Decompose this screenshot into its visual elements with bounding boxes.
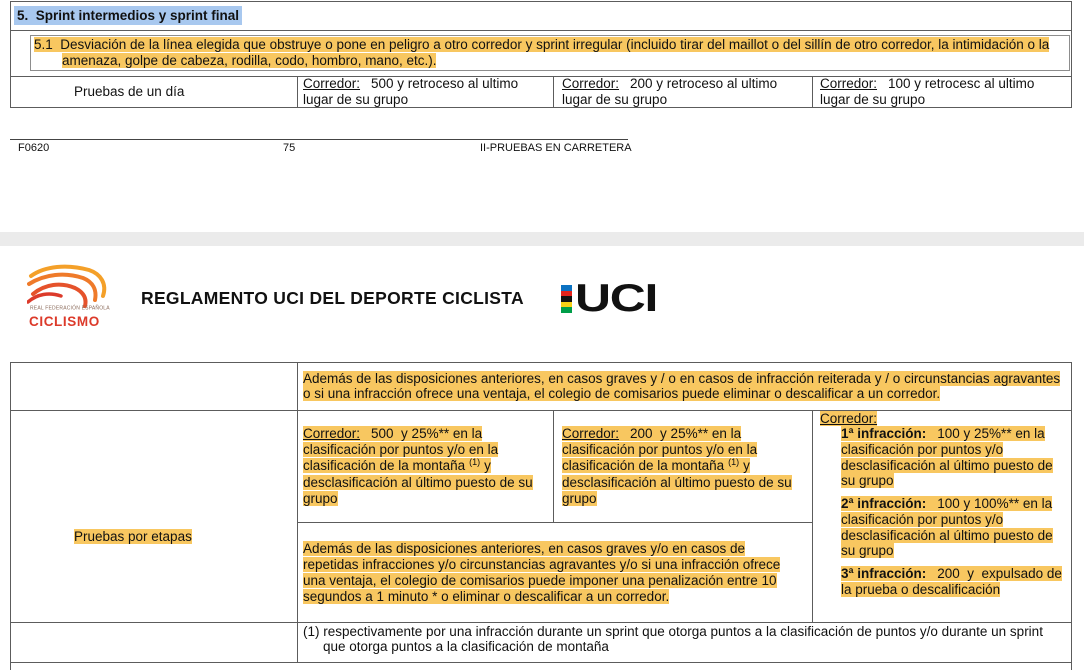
- infraction-label: 2ª infracción:: [841, 496, 927, 511]
- stage-penalty-cell-line: [562, 491, 810, 507]
- one-day-penalty-cell: [562, 92, 810, 108]
- infraction-text: su grupo: [841, 543, 894, 558]
- table-border: [10, 662, 11, 670]
- rider-label: Corredor:: [303, 426, 361, 441]
- penalty-text: grupo: [562, 491, 597, 506]
- page-separator: [0, 232, 1084, 246]
- infraction-label: 3ª infracción:: [841, 566, 927, 581]
- penalty-text: y: [743, 458, 750, 473]
- footer-rule: [10, 139, 628, 140]
- highlight: [562, 458, 750, 473]
- rule-line-text: 5.1 Desviación de la línea elegida que obstruye o pone en peligro a otro corredor y sprint irregular (incluido tirar del maillot o del sillín de otro corredor, la intimidación o la: [34, 37, 1050, 52]
- serious-case-line: [303, 589, 810, 605]
- footnote-line: [303, 624, 1070, 640]
- penalty-text: clasificación por puntos y/o en la: [303, 442, 499, 457]
- infraction-text: 100 y 25%** en la: [937, 426, 1045, 441]
- rule-line: [34, 37, 1068, 53]
- serious-case-line: [303, 541, 810, 557]
- one-day-penalty-cell: [303, 92, 551, 108]
- stage-penalty-cell-line: [303, 458, 551, 474]
- penalty-text: y: [484, 458, 491, 473]
- table-column-divider: [812, 76, 813, 107]
- table-row-divider: [10, 30, 1072, 31]
- one-day-penalty-cell: [820, 92, 1070, 108]
- stage-penalty-cell-line: [303, 491, 551, 507]
- stage-penalty-cell-line: [303, 442, 551, 458]
- footnote-text: (1) respectivamente por una infracción durante un sprint que otorga puntos a la clasificación de puntos y/o durante un sprint: [303, 624, 1043, 639]
- penalty-text: clasificación de la montaña: [562, 458, 725, 473]
- footnote-text: que otorga puntos a la clasificación de montaña: [323, 639, 609, 654]
- infraction-text: desclasificación al último puesto de: [841, 458, 1053, 473]
- footer-code: F0620: [18, 142, 50, 154]
- penalty-text: grupo: [303, 491, 338, 506]
- footer-chapter: II-PRUEBAS EN CARRETERA: [480, 142, 632, 154]
- rule-line-text: amenaza, golpe de cabeza, rodilla, codo, hombro, mano, etc.).: [62, 53, 437, 68]
- intro-line: [303, 371, 1070, 387]
- infraction-line: [841, 496, 1070, 512]
- infraction-line: [841, 442, 1070, 458]
- rfec-logo-icon: [27, 262, 111, 308]
- serious-case-text: repetidas infracciones y/o circunstancias agravantes y/o si una infracción ofrece: [303, 557, 781, 572]
- infraction-text: clasificación por puntos y/o: [841, 442, 1004, 457]
- rider-label: Corredor:: [820, 411, 878, 426]
- infraction-text: desclasificación al último puesto de: [841, 528, 1053, 543]
- penalty-text: lugar de su grupo: [820, 92, 926, 107]
- serious-case-line: [303, 573, 810, 589]
- serious-case-text: Además de las disposiciones anteriores, en casos graves y/o en casos de: [303, 541, 745, 556]
- penalty-text: 100 y retrocesc al ultimo: [888, 76, 1035, 91]
- document-title: REGLAMENTO UCI DEL DEPORTE CICLISTA: [141, 288, 524, 308]
- penalty-text: lugar de su grupo: [303, 92, 409, 107]
- stage-race-label: [74, 529, 294, 545]
- highlight: [841, 426, 1045, 441]
- table-cell-divider: [297, 522, 812, 523]
- rider-label: Corredor:: [303, 76, 361, 91]
- table-row-divider: [10, 622, 1072, 623]
- penalty-text: 200 y 25%** en la: [630, 426, 742, 441]
- infraction-line: [841, 528, 1070, 544]
- table-border: [1071, 662, 1072, 670]
- stage-penalty-cell-line: [562, 475, 810, 491]
- serious-case-text: segundos a 1 minuto * o eliminar o descalificar a un corredor.: [303, 589, 670, 604]
- table-column-divider: [812, 410, 813, 622]
- infraction-text: 100 y 100%** en la: [937, 496, 1053, 511]
- serious-case-text: una ventaja, el colegio de comisarios puede imponer una penalización entre 10: [303, 573, 777, 588]
- rider-label: Corredor:: [820, 76, 878, 91]
- section-title-text: 5. Sprint intermedios y sprint final: [14, 6, 242, 25]
- federation-small-text: REAL FEDERACIÓN ESPAÑOLA: [30, 305, 110, 311]
- penalty-text: desclasificación al último puesto de su: [562, 475, 792, 490]
- penalty-text: desclasificación al último puesto de su: [303, 475, 533, 490]
- footnote-reference: (1): [469, 457, 481, 467]
- stage-race-label-text: Pruebas por etapas: [74, 529, 192, 544]
- table-column-divider: [553, 76, 554, 107]
- footnote-line: [323, 639, 1070, 655]
- one-day-penalty-cell: [820, 76, 1070, 92]
- one-day-label-text: Pruebas de un día: [74, 84, 185, 99]
- rider-label: Corredor:: [562, 426, 620, 441]
- infraction-line: [841, 426, 1070, 442]
- penalty-text: 200 y retroceso al ultimo: [630, 76, 778, 91]
- infraction-text: la prueba o descalificación: [841, 582, 1001, 597]
- penalty-text: clasificación de la montaña: [303, 458, 466, 473]
- table-column-divider: [553, 410, 554, 522]
- penalty-text: lugar de su grupo: [562, 92, 668, 107]
- table-column-divider: [297, 76, 298, 107]
- stage-penalty-cell-line: [562, 426, 810, 442]
- rule-line: [62, 53, 1062, 69]
- one-day-penalty-cell: [562, 76, 810, 92]
- intro-line-text: Además de las disposiciones anteriores, en casos graves y / o en casos de infracción reiterada y / o circunstancias agravantes: [303, 371, 1061, 386]
- infraction-text: 200 y expulsado de: [937, 566, 1062, 581]
- stage-penalty-cell-line: [303, 475, 551, 491]
- infraction-line: [841, 566, 1070, 582]
- highlight: [303, 458, 491, 473]
- highlight: [562, 426, 741, 441]
- one-day-penalty-cell: [303, 76, 551, 92]
- highlight: [303, 426, 482, 441]
- footer-page-number: 75: [283, 142, 296, 154]
- infraction-text: clasificación por puntos y/o: [841, 512, 1004, 527]
- infractions-rider-label: [820, 411, 1070, 427]
- highlight: [841, 496, 1052, 511]
- penalty-text: 500 y retroceso al ultimo: [371, 76, 519, 91]
- infraction-line: [841, 582, 1070, 598]
- uci-rainbow-stripes-icon: [561, 285, 572, 313]
- infraction-line: [841, 512, 1070, 528]
- penalty-text: 500 y 25%** en la: [371, 426, 483, 441]
- table-column-divider: [297, 362, 298, 662]
- section-title: [14, 6, 434, 26]
- rider-label: Corredor:: [562, 76, 620, 91]
- one-day-label: [74, 84, 294, 100]
- intro-line: [303, 386, 1070, 402]
- infraction-text: su grupo: [841, 473, 894, 488]
- stage-penalty-cell-line: [562, 442, 810, 458]
- infraction-label: 1ª infracción:: [841, 426, 927, 441]
- federation-name: CICLISMO: [29, 314, 100, 329]
- stage-penalty-cell-line: [303, 426, 551, 442]
- footnote-reference: (1): [728, 457, 740, 467]
- stage-penalty-cell-line: [562, 458, 810, 474]
- serious-case-line: [303, 557, 810, 573]
- intro-line-text: o si una infracción ofrece una ventaja, el colegio de comisarios puede eliminar o descalificar a un corredor.: [303, 386, 941, 401]
- uci-logo: UCI: [575, 277, 658, 320]
- infraction-line: [841, 458, 1070, 474]
- highlight: [841, 566, 1062, 581]
- penalty-text: clasificación por puntos y/o en la: [562, 442, 758, 457]
- infraction-line: [841, 473, 1070, 489]
- infraction-line: [841, 543, 1070, 559]
